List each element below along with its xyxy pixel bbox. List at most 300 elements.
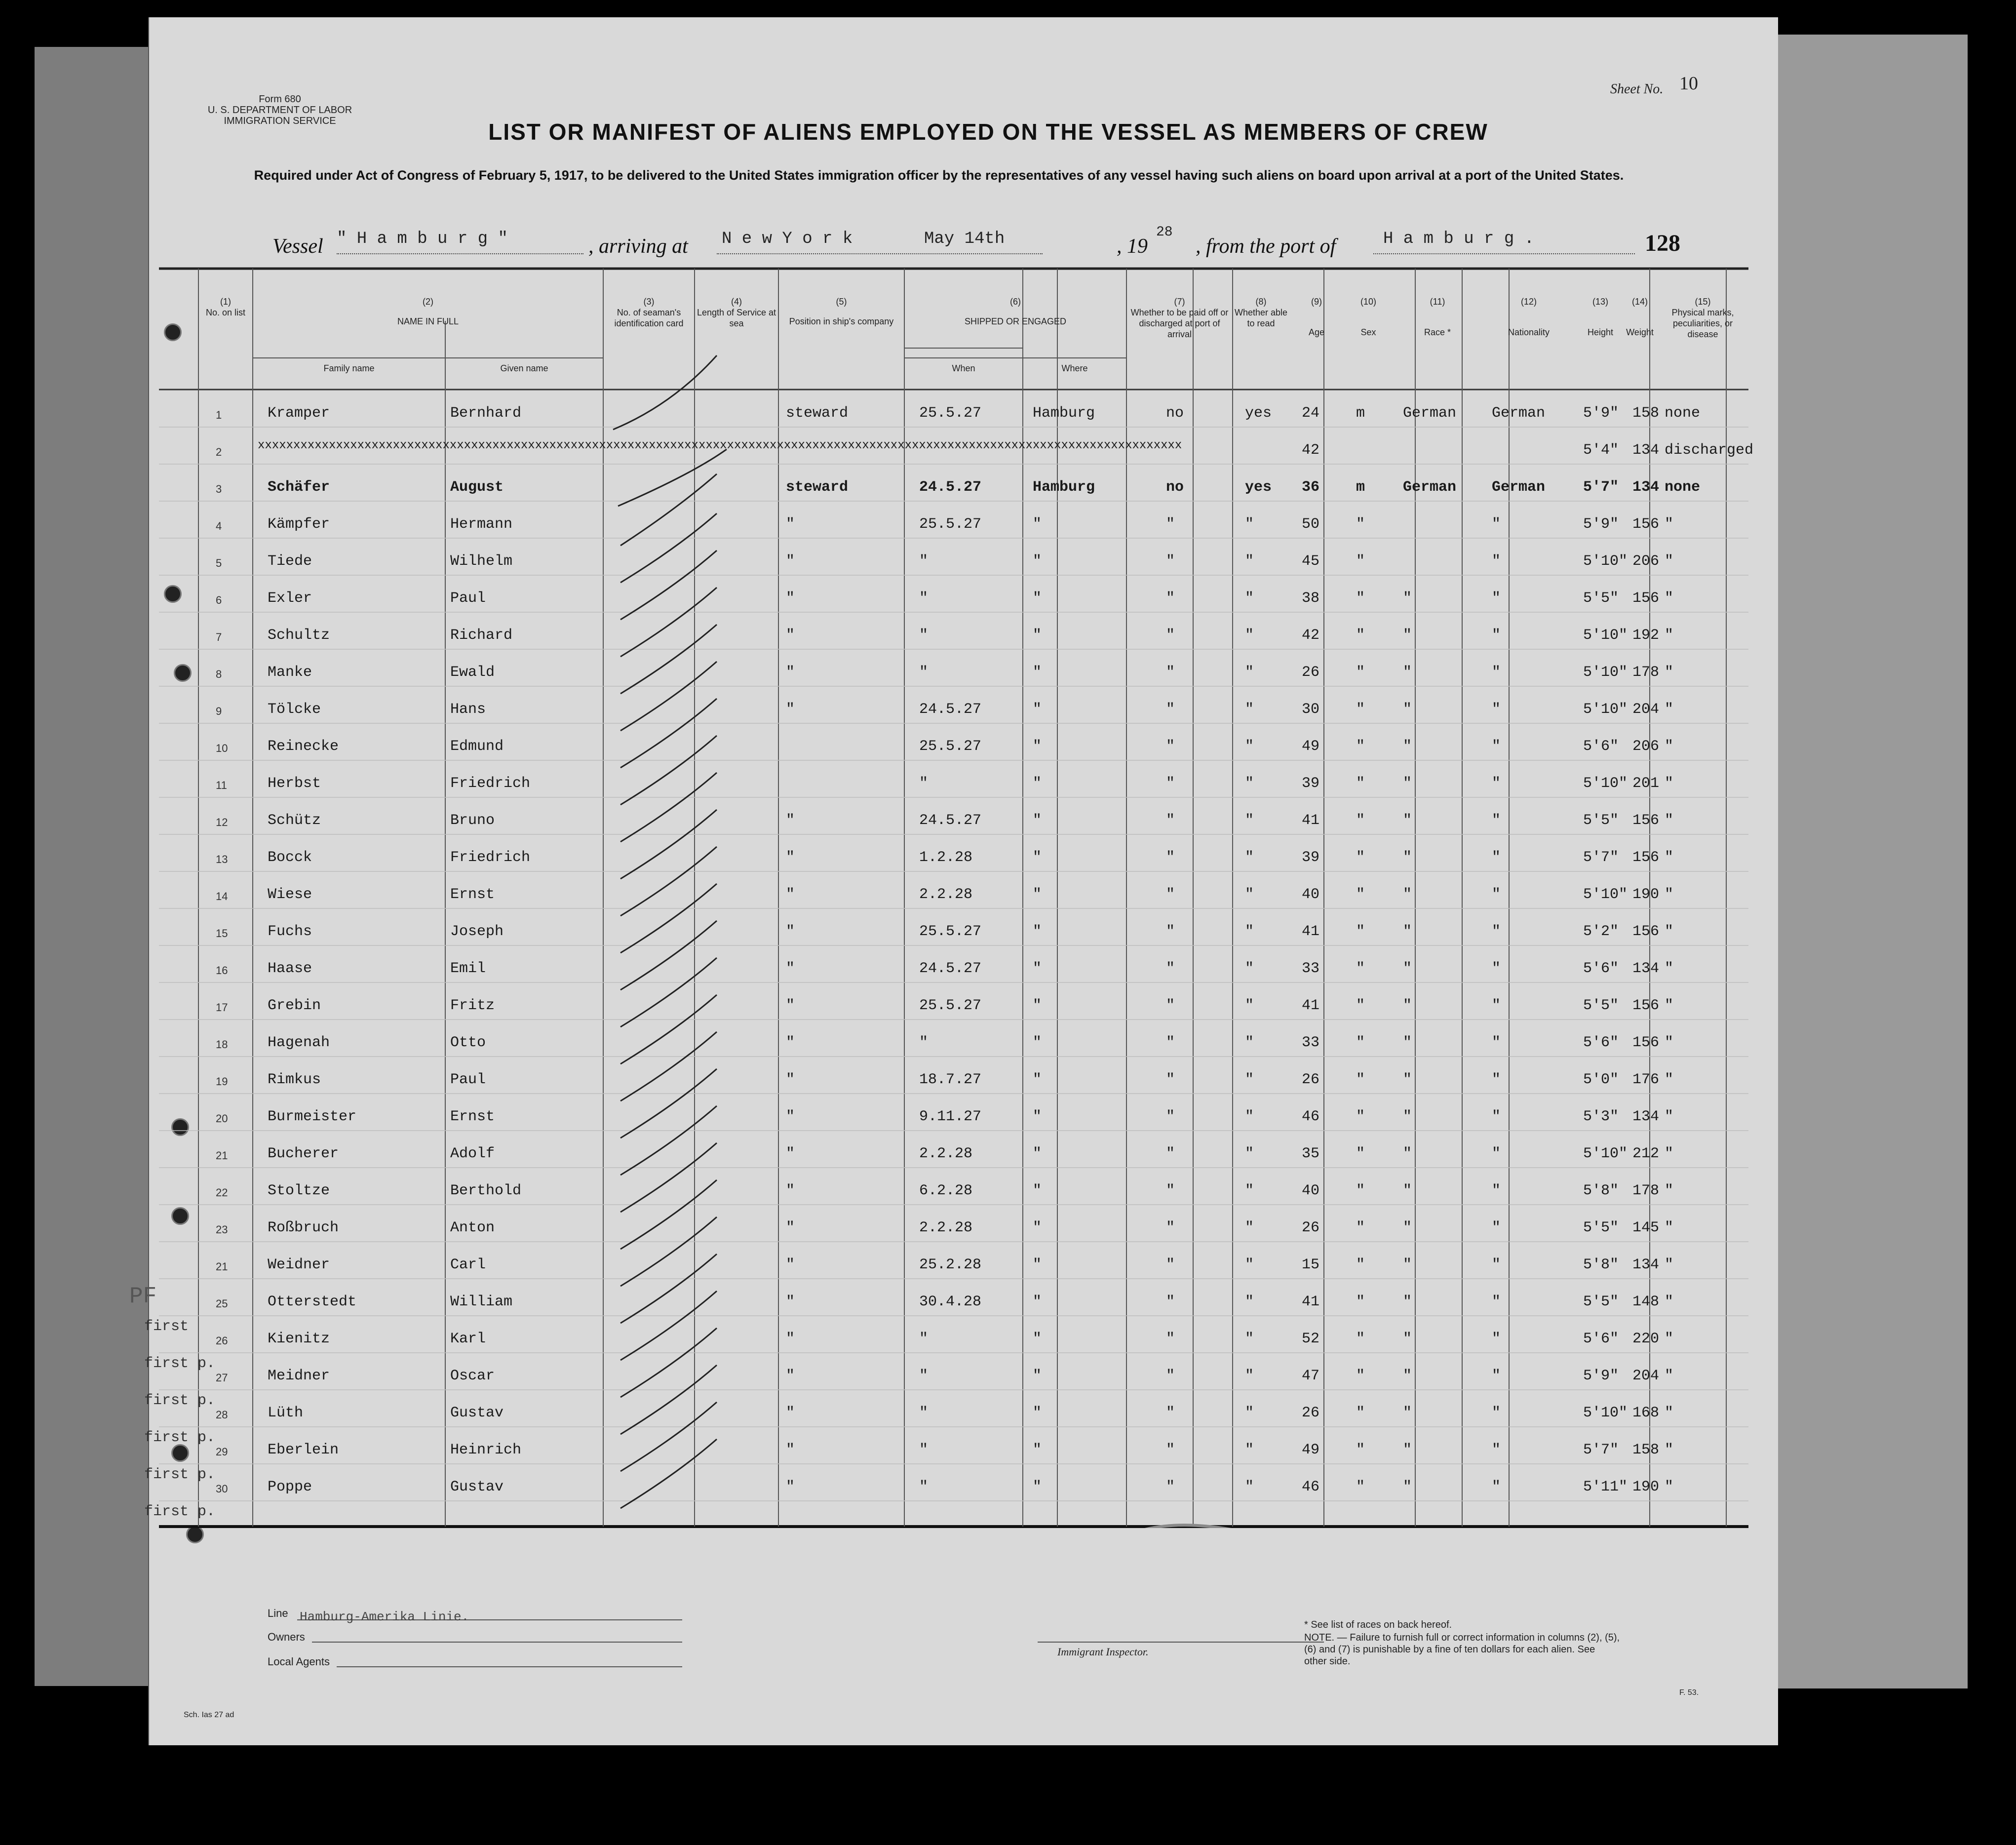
- position-cell: ": [786, 1368, 795, 1384]
- able-to-read-cell: ": [1245, 997, 1254, 1014]
- sheet-number: 10: [1679, 73, 1698, 94]
- physical-marks-cell: ": [1665, 886, 1674, 903]
- header-c8-label: Whether able to read: [1234, 308, 1288, 328]
- nationality-cell: ": [1492, 812, 1501, 829]
- age-cell: 40: [1302, 1182, 1320, 1199]
- age-cell: 33: [1302, 1034, 1320, 1051]
- sex-cell: ": [1356, 1405, 1365, 1421]
- race-cell: ": [1403, 1294, 1412, 1310]
- sex-cell: ": [1356, 664, 1365, 681]
- race-cell: ": [1403, 997, 1412, 1014]
- header-c7-label: Whether to be paid off or discharged at port of arrival: [1130, 308, 1229, 339]
- sex-cell: ": [1356, 701, 1365, 718]
- height-cell: 5'10": [1583, 664, 1628, 681]
- height-cell: 5'4": [1583, 442, 1619, 459]
- shipped-date-cell: ": [919, 1034, 929, 1051]
- paid-off-cell: ": [1166, 1442, 1175, 1458]
- age-cell: 35: [1302, 1145, 1320, 1162]
- height-cell: 5'5": [1583, 997, 1619, 1014]
- physical-marks-cell: ": [1665, 812, 1674, 829]
- weight-cell: 178: [1632, 664, 1660, 681]
- able-to-read-cell: ": [1245, 664, 1254, 681]
- weight-cell: 156: [1632, 812, 1660, 829]
- age-cell: 40: [1302, 886, 1320, 903]
- shipped-place-cell: ": [1033, 1331, 1042, 1347]
- shipped-place-cell: ": [1033, 738, 1042, 755]
- family-name-cell: Reinecke: [268, 738, 339, 755]
- weight-cell: 156: [1632, 516, 1660, 533]
- given-name-cell: Heinrich: [450, 1442, 522, 1458]
- age-cell: 50: [1302, 516, 1320, 533]
- header-c12: [1482, 296, 1576, 338]
- row-number: 8: [216, 668, 222, 680]
- weight-cell: 134: [1632, 442, 1660, 459]
- weight-cell: 204: [1632, 1368, 1660, 1384]
- age-cell: 49: [1302, 738, 1320, 755]
- position-cell: ": [786, 1442, 795, 1458]
- family-name-cell: Herbst: [268, 775, 321, 792]
- from-port-label: , from the port of: [1196, 235, 1336, 258]
- paid-off-cell: ": [1166, 960, 1175, 977]
- header-c7: [1126, 296, 1233, 340]
- position-cell: ": [786, 923, 795, 940]
- position-cell: ": [786, 960, 795, 977]
- sex-cell: ": [1356, 590, 1365, 607]
- shipped-place-cell: ": [1033, 1256, 1042, 1273]
- header-c9-num: (9): [1311, 297, 1322, 307]
- paid-off-cell: ": [1166, 997, 1175, 1014]
- age-cell: 46: [1302, 1108, 1320, 1125]
- height-cell: 5'5": [1583, 812, 1619, 829]
- given-name-cell: Friedrich: [450, 849, 531, 866]
- weight-cell: 220: [1632, 1331, 1660, 1347]
- row-number: 4: [216, 520, 222, 532]
- position-cell: ": [786, 1219, 795, 1236]
- weight-cell: 206: [1632, 738, 1660, 755]
- position-cell: ": [786, 886, 795, 903]
- physical-marks-cell: ": [1665, 923, 1674, 940]
- height-cell: 5'6": [1583, 1034, 1619, 1051]
- age-cell: 24: [1302, 405, 1320, 422]
- weight-cell: 206: [1632, 553, 1660, 570]
- height-cell: 5'11": [1583, 1479, 1628, 1495]
- height-cell: 5'0": [1583, 1071, 1619, 1088]
- sheet-number-label: Sheet No.: [1610, 81, 1664, 97]
- paid-off-cell: ": [1166, 1405, 1175, 1421]
- nationality-cell: ": [1492, 738, 1501, 755]
- able-to-read-cell: ": [1245, 1145, 1254, 1162]
- nationality-cell: ": [1492, 1331, 1501, 1347]
- manifest-number: 128: [1645, 230, 1680, 256]
- header-c3-num: (3): [643, 297, 655, 307]
- paid-off-cell: ": [1166, 701, 1175, 718]
- physical-marks-cell: ": [1665, 960, 1674, 977]
- nationality-cell: ": [1492, 590, 1501, 607]
- weight-cell: 212: [1632, 1145, 1660, 1162]
- header-c6-where: Where: [1061, 363, 1088, 373]
- age-cell: 41: [1302, 997, 1320, 1014]
- header-c8: [1233, 296, 1289, 329]
- paid-off-cell: ": [1166, 812, 1175, 829]
- margin-note-first: first p.: [144, 1355, 216, 1372]
- form-number: Form 680: [259, 94, 301, 105]
- shipped-date-cell: 2.2.28: [919, 1145, 973, 1162]
- header-c13: [1576, 296, 1625, 338]
- given-name-cell: Hans: [450, 701, 486, 718]
- able-to-read-cell: ": [1245, 1479, 1254, 1495]
- row-number: 13: [216, 853, 228, 865]
- physical-marks-cell: ": [1665, 1442, 1674, 1458]
- nationality-cell: ": [1492, 1182, 1501, 1199]
- position-cell: ": [786, 997, 795, 1014]
- header-c15-label: Physical marks, peculiarities, or disease: [1671, 308, 1734, 339]
- page-title: LIST OR MANIFEST OF ALIENS EMPLOYED ON THE VESSEL AS MEMBERS OF CREW: [488, 119, 1488, 145]
- row-number: 14: [216, 890, 228, 903]
- height-cell: 5'6": [1583, 960, 1619, 977]
- header-c14-label: Weight: [1626, 327, 1654, 337]
- line-label: Line: [268, 1607, 288, 1619]
- vessel-label: Vessel: [272, 235, 323, 258]
- shipped-date-cell: 24.5.27: [919, 812, 982, 829]
- physical-marks-cell: none: [1665, 479, 1701, 496]
- header-c15-num: (15): [1695, 297, 1711, 307]
- position-cell: ": [786, 812, 795, 829]
- row-number: 25: [216, 1297, 228, 1310]
- position-cell: ": [786, 590, 795, 607]
- header-c10: [1344, 296, 1393, 338]
- header-c13-label: Height: [1587, 327, 1614, 337]
- nationality-cell: ": [1492, 1442, 1501, 1458]
- line-value: Hamburg-Amerika Linie.: [300, 1609, 469, 1624]
- physical-marks-cell: ": [1665, 553, 1674, 570]
- weight-cell: 134: [1632, 479, 1660, 496]
- header-c5: [778, 296, 904, 327]
- header-c10-label: Sex: [1360, 327, 1376, 337]
- page-subtitle: Required under Act of Congress of February 5, 1917, to be delivered to the United States immigration officer by the representatives of any vessel having such aliens on board upon arrival at a port of the United States.: [254, 168, 1624, 183]
- age-cell: 38: [1302, 590, 1320, 607]
- sex-cell: ": [1356, 1145, 1365, 1162]
- family-name-cell: Wiese: [268, 886, 312, 903]
- able-to-read-cell: ": [1245, 849, 1254, 866]
- family-name-cell: Tiede: [268, 553, 312, 570]
- paid-off-cell: ": [1166, 1182, 1175, 1199]
- header-c14-num: (14): [1631, 297, 1648, 307]
- arriving-label: , arriving at: [588, 235, 688, 258]
- height-cell: 5'3": [1583, 1108, 1619, 1125]
- able-to-read-cell: ": [1245, 738, 1254, 755]
- height-cell: 5'10": [1583, 701, 1628, 718]
- paid-off-cell: no: [1166, 479, 1184, 496]
- paid-off-cell: ": [1166, 775, 1175, 792]
- family-name-cell: Stoltze: [268, 1182, 330, 1199]
- family-name-cell: Fuchs: [268, 923, 312, 940]
- age-cell: 39: [1302, 849, 1320, 866]
- weight-cell: 156: [1632, 590, 1660, 607]
- family-name-cell: Otterstedt: [268, 1294, 357, 1310]
- race-cell: ": [1403, 1219, 1412, 1236]
- physical-marks-cell: ": [1665, 516, 1674, 533]
- header-c1: [198, 296, 253, 318]
- weight-cell: 156: [1632, 923, 1660, 940]
- shipped-date-cell: ": [919, 775, 929, 792]
- shipped-place-cell: ": [1033, 1368, 1042, 1384]
- height-cell: 5'5": [1583, 1219, 1619, 1236]
- race-cell: ": [1403, 1405, 1412, 1421]
- given-name-cell: Edmund: [450, 738, 504, 755]
- age-cell: 46: [1302, 1479, 1320, 1495]
- paid-off-cell: ": [1166, 1294, 1175, 1310]
- nationality-cell: ": [1492, 1108, 1501, 1125]
- age-cell: 30: [1302, 701, 1320, 718]
- margin-note-first: first p.: [144, 1503, 216, 1520]
- paid-off-cell: ": [1166, 1108, 1175, 1125]
- able-to-read-cell: ": [1245, 1256, 1254, 1273]
- able-to-read-cell: ": [1245, 812, 1254, 829]
- physical-marks-cell: ": [1665, 1108, 1674, 1125]
- able-to-read-cell: ": [1245, 1331, 1254, 1347]
- header-c3: [603, 296, 695, 329]
- height-cell: 5'9": [1583, 1368, 1619, 1384]
- race-cell: ": [1403, 1368, 1412, 1384]
- race-cell: German: [1403, 479, 1457, 496]
- margin-note-first: first: [144, 1318, 189, 1335]
- row-number: 20: [216, 1112, 228, 1125]
- race-cell: ": [1403, 738, 1412, 755]
- given-name-cell: Gustav: [450, 1479, 504, 1495]
- physical-marks-cell: ": [1665, 1256, 1674, 1273]
- row-number: 26: [216, 1335, 228, 1347]
- margin-note-pf: PF: [129, 1284, 157, 1309]
- row-number: 16: [216, 964, 228, 977]
- age-cell: 26: [1302, 1219, 1320, 1236]
- shipped-place-cell: ": [1033, 1182, 1042, 1199]
- shipped-date-cell: 6.2.28: [919, 1182, 973, 1199]
- age-cell: 26: [1302, 664, 1320, 681]
- age-cell: 33: [1302, 960, 1320, 977]
- able-to-read-cell: ": [1245, 1368, 1254, 1384]
- header-c10-num: (10): [1360, 297, 1376, 307]
- physical-marks-cell: ": [1665, 1219, 1674, 1236]
- height-cell: 5'8": [1583, 1182, 1619, 1199]
- family-name-cell: Tölcke: [268, 701, 321, 718]
- nationality-cell: German: [1492, 405, 1546, 422]
- shipped-date-cell: 24.5.27: [919, 701, 982, 718]
- age-cell: 45: [1302, 553, 1320, 570]
- given-name-cell: Gustav: [450, 1405, 504, 1421]
- physical-marks-cell: ": [1665, 590, 1674, 607]
- age-cell: 41: [1302, 1294, 1320, 1310]
- race-cell: ": [1403, 960, 1412, 977]
- row-number: 29: [216, 1446, 228, 1458]
- family-name-cell: Bocck: [268, 849, 312, 866]
- sex-cell: ": [1356, 1331, 1365, 1347]
- given-name-cell: Paul: [450, 590, 486, 607]
- row-number: 7: [216, 631, 222, 643]
- shipped-place-cell: ": [1033, 849, 1042, 866]
- physical-marks-cell: ": [1665, 1405, 1674, 1421]
- family-name-cell: Kramper: [268, 405, 330, 422]
- position-cell: ": [786, 1182, 795, 1199]
- nationality-cell: ": [1492, 516, 1501, 533]
- given-name-cell: Bernhard: [450, 405, 522, 422]
- weight-cell: 168: [1632, 1405, 1660, 1421]
- vessel-name: " H a m b u r g ": [337, 230, 508, 248]
- race-cell: ": [1403, 1034, 1412, 1051]
- nationality-cell: ": [1492, 775, 1501, 792]
- given-name-cell: Anton: [450, 1219, 495, 1236]
- shipped-place-cell: ": [1033, 553, 1042, 570]
- able-to-read-cell: ": [1245, 1219, 1254, 1236]
- given-name-cell: August: [450, 479, 504, 496]
- height-cell: 5'9": [1583, 405, 1619, 422]
- age-cell: 36: [1302, 479, 1320, 496]
- family-name-cell: Meidner: [268, 1368, 330, 1384]
- row-number: 15: [216, 927, 228, 940]
- physical-marks-cell: ": [1665, 1145, 1674, 1162]
- physical-marks-cell: ": [1665, 997, 1674, 1014]
- shipped-place-cell: ": [1033, 960, 1042, 977]
- given-name-cell: Joseph: [450, 923, 504, 940]
- row-number: 28: [216, 1409, 228, 1421]
- race-cell: ": [1403, 775, 1412, 792]
- header-c14: [1620, 296, 1660, 338]
- race-cell: ": [1403, 1256, 1412, 1273]
- position-cell: ": [786, 1331, 795, 1347]
- paid-off-cell: ": [1166, 553, 1175, 570]
- sex-cell: ": [1356, 1479, 1365, 1495]
- shipped-place-cell: ": [1033, 1294, 1042, 1310]
- weight-cell: 192: [1632, 627, 1660, 644]
- able-to-read-cell: ": [1245, 590, 1254, 607]
- nationality-cell: ": [1492, 849, 1501, 866]
- sex-cell: ": [1356, 812, 1365, 829]
- weight-cell: 156: [1632, 997, 1660, 1014]
- given-name-cell: Ewald: [450, 664, 495, 681]
- row-number: 9: [216, 705, 222, 717]
- physical-marks-cell: ": [1665, 1034, 1674, 1051]
- position-cell: ": [786, 701, 795, 718]
- age-cell: 15: [1302, 1256, 1320, 1273]
- row-number: 19: [216, 1075, 228, 1088]
- age-cell: 42: [1302, 442, 1320, 459]
- age-cell: 26: [1302, 1071, 1320, 1088]
- race-cell: ": [1403, 1071, 1412, 1088]
- height-cell: 5'5": [1583, 1294, 1619, 1310]
- given-name-cell: Friedrich: [450, 775, 531, 792]
- paid-off-cell: ": [1166, 627, 1175, 644]
- sex-cell: ": [1356, 960, 1365, 977]
- given-name-cell: Bruno: [450, 812, 495, 829]
- nationality-cell: ": [1492, 1034, 1501, 1051]
- paid-off-cell: ": [1166, 1368, 1175, 1384]
- margin-note-first: first p.: [144, 1392, 216, 1409]
- physical-marks-cell: ": [1665, 701, 1674, 718]
- background-page-edge: [1757, 35, 1968, 1688]
- header-c11: [1393, 296, 1482, 338]
- race-cell: ": [1403, 886, 1412, 903]
- race-cell: ": [1403, 1182, 1412, 1199]
- family-name-cell: Haase: [268, 960, 312, 977]
- physical-marks-cell: ": [1665, 664, 1674, 681]
- sex-cell: ": [1356, 1108, 1365, 1125]
- shipped-date-cell: 24.5.27: [919, 960, 982, 977]
- sex-cell: ": [1356, 1294, 1365, 1310]
- sex-cell: ": [1356, 1442, 1365, 1458]
- sex-cell: ": [1356, 997, 1365, 1014]
- paid-off-cell: ": [1166, 1145, 1175, 1162]
- shipped-date-cell: 2.2.28: [919, 1219, 973, 1236]
- weight-cell: 134: [1632, 1256, 1660, 1273]
- race-cell: ": [1403, 627, 1412, 644]
- height-cell: 5'5": [1583, 590, 1619, 607]
- position-cell: steward: [786, 479, 849, 496]
- height-cell: 5'6": [1583, 1331, 1619, 1347]
- paid-off-cell: ": [1166, 738, 1175, 755]
- shipped-date-cell: 25.2.28: [919, 1256, 982, 1273]
- manifest-table: [129, 267, 1754, 1528]
- given-name-cell: Berthold: [450, 1182, 522, 1199]
- position-cell: ": [786, 849, 795, 866]
- shipped-place-cell: Hamburg: [1033, 405, 1095, 422]
- shipped-place-cell: ": [1033, 1479, 1042, 1495]
- position-cell: ": [786, 1405, 795, 1421]
- given-name-cell: Karl: [450, 1331, 486, 1347]
- family-name-cell: Rimkus: [268, 1071, 321, 1088]
- sex-cell: ": [1356, 1368, 1365, 1384]
- age-cell: 52: [1302, 1331, 1320, 1347]
- able-to-read-cell: ": [1245, 1405, 1254, 1421]
- header-c11-label: Race *: [1424, 327, 1451, 337]
- header-c7-num: (7): [1174, 297, 1185, 307]
- height-cell: 5'10": [1583, 553, 1628, 570]
- race-cell: ": [1403, 923, 1412, 940]
- physical-marks-cell: discharged: [1665, 442, 1754, 459]
- local-agents-label: Local Agents: [268, 1655, 330, 1668]
- position-cell: ": [786, 1034, 795, 1051]
- strikeout-marks: xxxxxxxxxxxxxxxxxxxxxxxxxxxxxxxxxxxxxxxxxxxxxxxxxxxxxxxxxxxxxxxxxxxxxxxxxxxxxxxxxxxxxxxxxxxxxxxxxxxxxxxxxxxxxxxxxxxxxxxxxxxxxxxxxx: [258, 439, 1182, 452]
- row-number: 5: [216, 557, 222, 569]
- shipped-place-cell: ": [1033, 775, 1042, 792]
- race-cell: ": [1403, 1442, 1412, 1458]
- age-cell: 47: [1302, 1368, 1320, 1384]
- weight-cell: 178: [1632, 1182, 1660, 1199]
- family-name-cell: Hagenah: [268, 1034, 330, 1051]
- sex-cell: ": [1356, 1071, 1365, 1088]
- paid-off-cell: ": [1166, 1331, 1175, 1347]
- race-cell: ": [1403, 849, 1412, 866]
- position-cell: ": [786, 627, 795, 644]
- family-name-cell: Kämpfer: [268, 516, 330, 533]
- position-cell: ": [786, 1108, 795, 1125]
- weight-cell: 156: [1632, 1034, 1660, 1051]
- shipped-place-cell: ": [1033, 516, 1042, 533]
- age-cell: 49: [1302, 1442, 1320, 1458]
- position-cell: ": [786, 1145, 795, 1162]
- able-to-read-cell: ": [1245, 1182, 1254, 1199]
- form-code: F. 53.: [1679, 1688, 1699, 1697]
- height-cell: 5'7": [1583, 1442, 1619, 1458]
- given-name-cell: Wilhelm: [450, 553, 513, 570]
- height-cell: 5'9": [1583, 516, 1619, 533]
- race-cell: ": [1403, 664, 1412, 681]
- height-cell: 5'7": [1583, 479, 1619, 496]
- header-c2-given: Given name: [500, 363, 548, 373]
- paid-off-cell: ": [1166, 590, 1175, 607]
- height-cell: 5'10": [1583, 627, 1628, 644]
- able-to-read-cell: yes: [1245, 405, 1272, 422]
- paid-off-cell: no: [1166, 405, 1184, 422]
- nationality-cell: ": [1492, 1071, 1501, 1088]
